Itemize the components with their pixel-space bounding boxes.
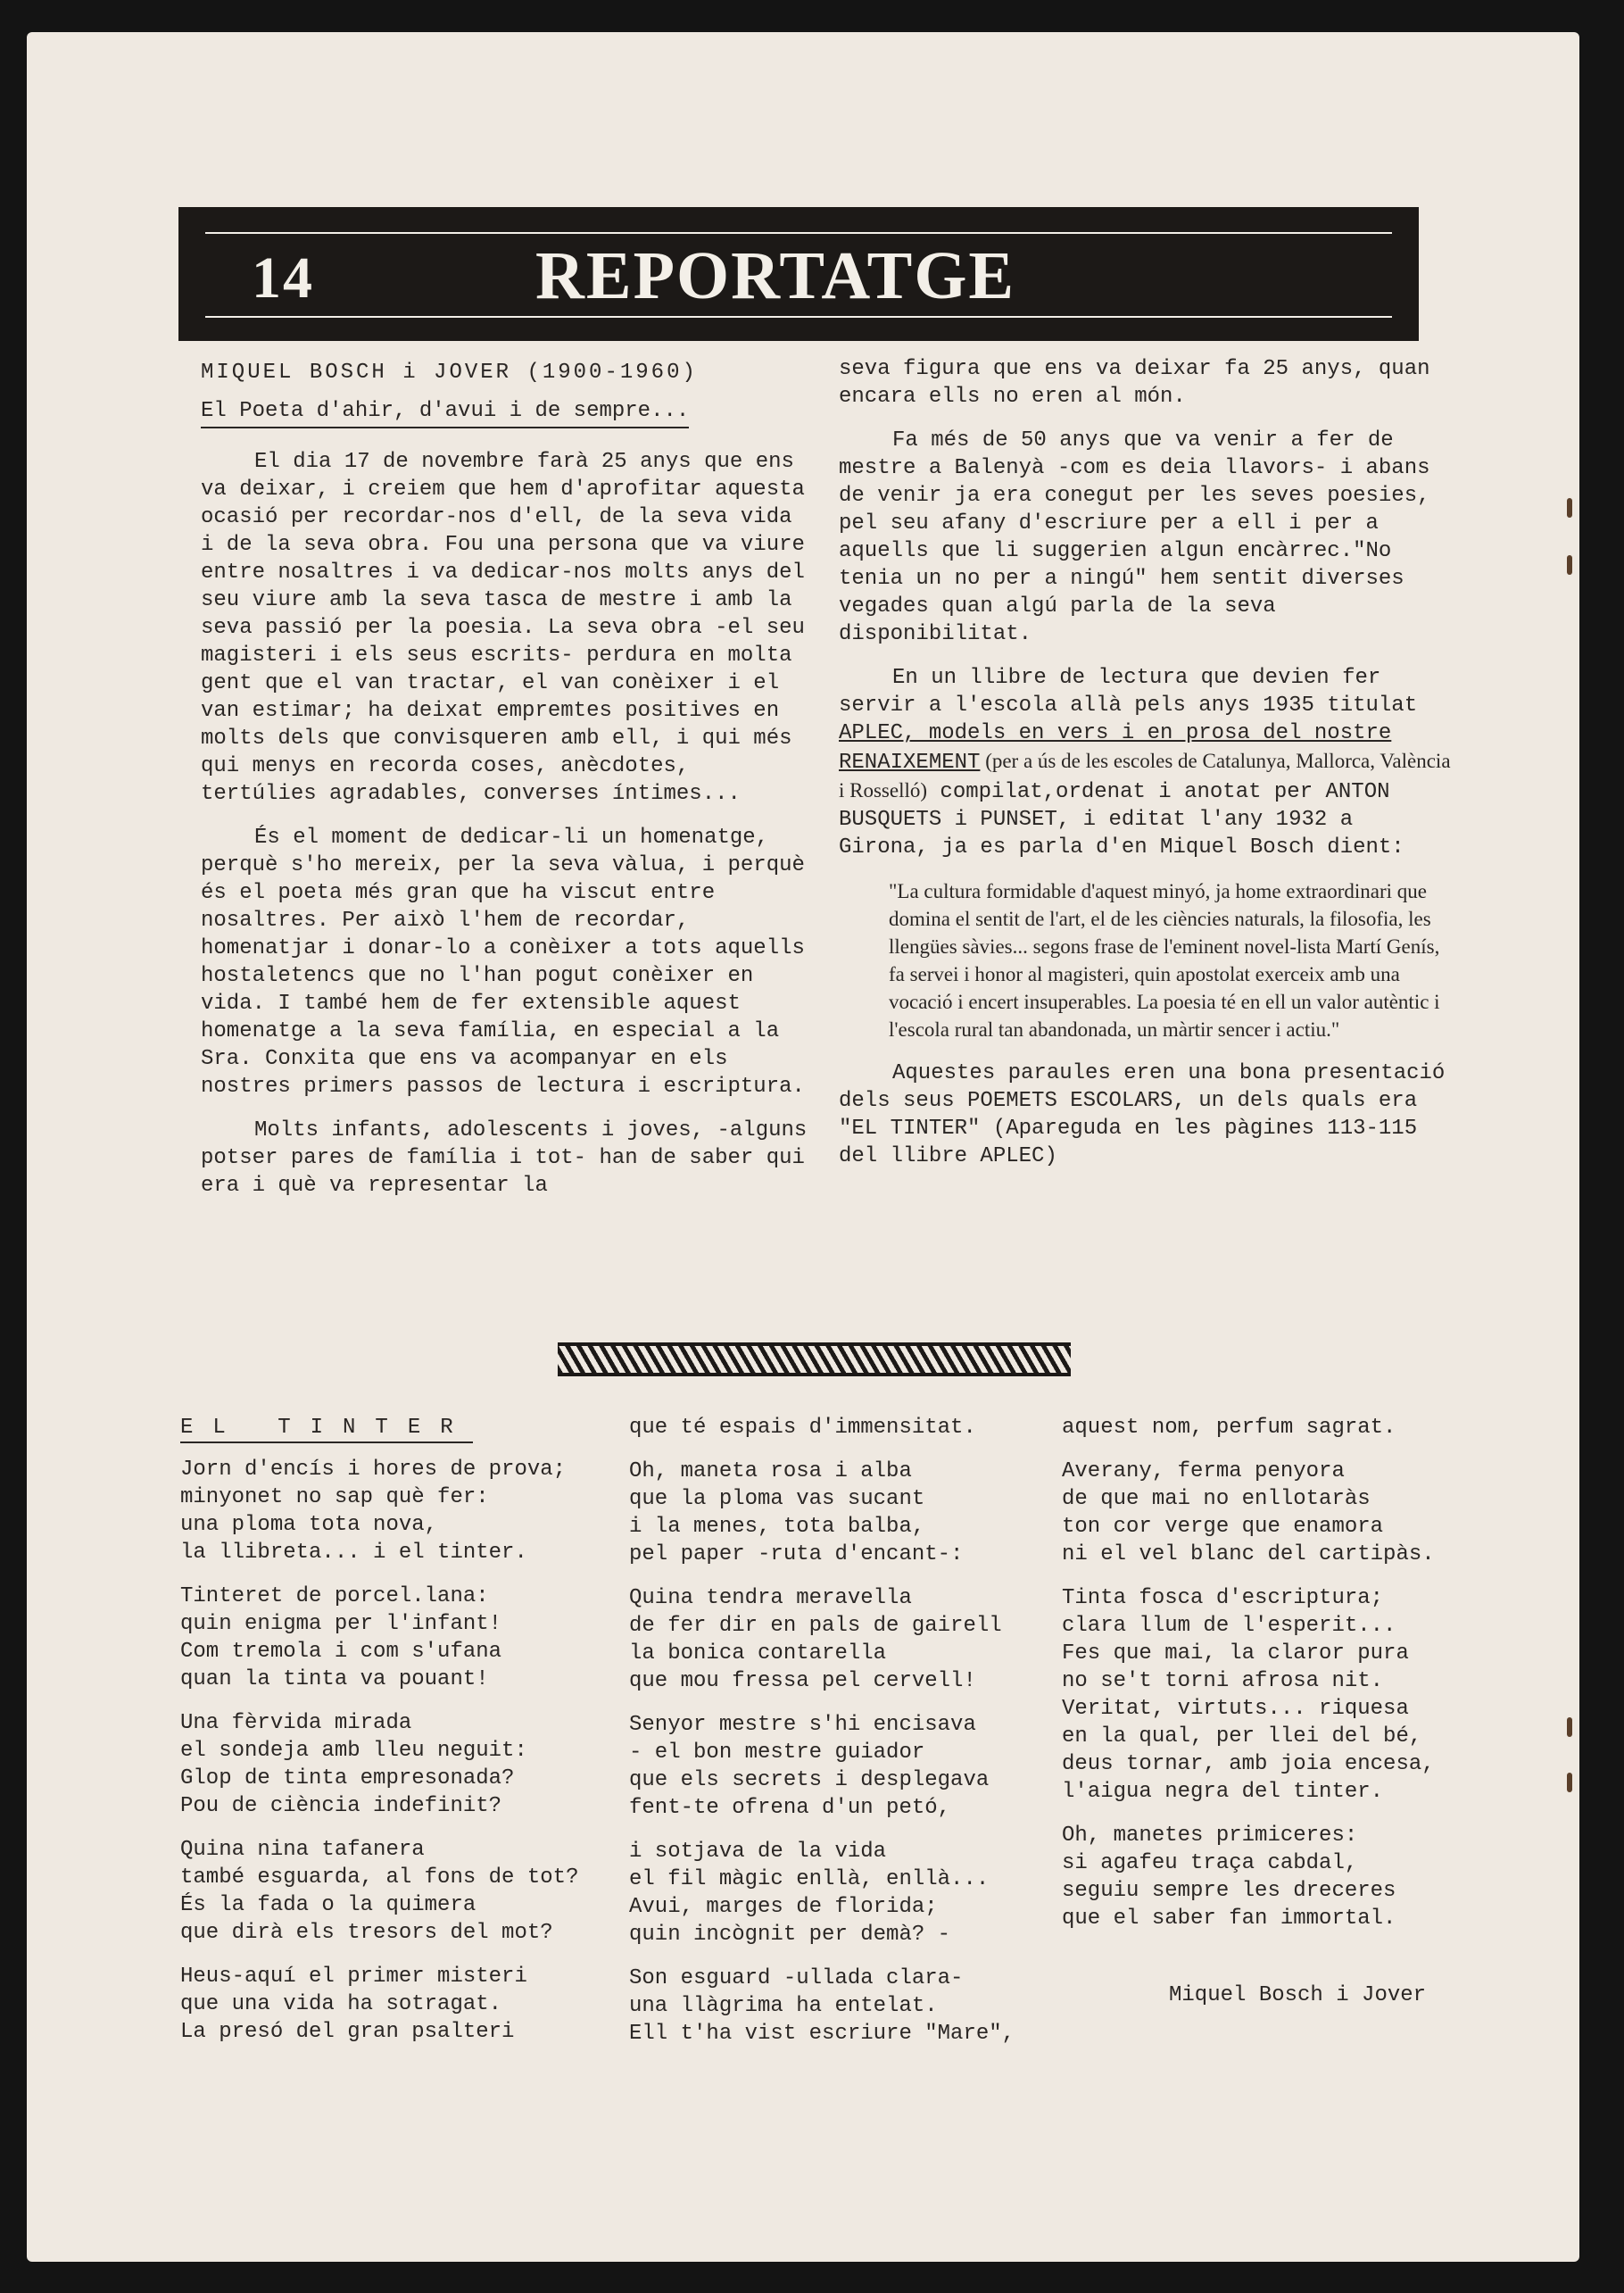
poem-line: que el saber fan immortal.	[1062, 1907, 1396, 1931]
article-paragraph: Aquestes paraules eren una bona presentació dels seus POEMETS ESCOLARS, un dels quals era "EL TINTER" (Apareguda en les pàgines 113-115 del llibre APLEC)	[839, 1061, 1446, 1168]
poem-line: també esguarda, al fons de tot?	[180, 1865, 579, 1890]
poem-line: fent-te ofrena d'un petó,	[629, 1796, 951, 1820]
paragraph-text: En un llibre de lectura que devien fer servir a l'escola allà pels anys 1935 titulat	[839, 666, 1418, 718]
poem-line: seguiu sempre les dreceres	[1062, 1879, 1396, 1903]
poem-line: i la menes, tota balba,	[629, 1515, 925, 1539]
poem-line: Oh, maneta rosa i alba	[629, 1459, 912, 1483]
poem-line: si agafeu traça cabdal,	[1062, 1851, 1358, 1875]
poem-line: Glop de tinta empresonada?	[180, 1766, 515, 1790]
poem-line: aquest nom, perfum sagrat.	[1062, 1416, 1396, 1440]
margin-mark	[1567, 555, 1572, 575]
poem-line: Quina nina tafanera	[180, 1838, 425, 1862]
poem-line: Ell t'ha vist escriure "Mare",	[629, 2022, 1015, 2046]
poem-line: És la fada o la quimera	[180, 1893, 476, 1917]
poem-line: Tinteret de porcel.lana:	[180, 1584, 489, 1608]
margin-mark	[1567, 1773, 1572, 1792]
poem-stanza	[1062, 1584, 1562, 1806]
poem-stanza	[180, 1709, 644, 1820]
paragraph-text: compilat,ordenat i anotat per ANTON BUSQUETS i PUNSET, i editat l'any 1932 a Girona, ja es parla d'en Miquel Bosch dient:	[839, 780, 1404, 860]
poem-stanza	[629, 1414, 1093, 1441]
poem-line: Quina tendra meravella	[629, 1586, 912, 1610]
page-number: 14	[252, 245, 314, 311]
article-paragraph: És el moment de dedicar-li un homenatge, perquè s'ho mereix, per la seva vàlua, i perquè és el poeta més gran que ha viscut entre nosaltres. Per això l'hem de recordar, homenatjar i donar-lo a conèixer a tots aquells hostaletencs que no l'han pogut conèixer en vida. I també hem de fer extensible aquest homenatge a la seva família, en especial a la Sra. Conxita que ens va acompanyar en els nostres primers passos de lectura i escriptura.	[201, 826, 805, 1099]
article-column-left	[201, 359, 816, 1216]
poem-line: quin incògnit per demà? -	[629, 1923, 951, 1947]
poem-line: Com tremola i com s'ufana	[180, 1640, 502, 1664]
poem-line: l'aigua negra del tinter.	[1062, 1780, 1384, 1804]
poem-stanza	[1062, 1822, 1562, 1932]
poem-line: Oh, manetes primiceres:	[1062, 1824, 1358, 1848]
poem-line: quin enigma per l'infant!	[180, 1612, 502, 1636]
poem-column-1	[180, 1414, 644, 2062]
block-quote: "La cultura formidable d'aquest minyó, ja home extraordinari que domina el sentit de l'art, el de les ciències naturals, la filosofia, les llengües sàvies... segons frase de l'eminent novel-lista Martí Genís, fa servei i honor al magisteri, quin apostolat exerceix amb una vocació i encert insuperables. La poesia té en ell un valor autèntic i l'escola rural tan abandonada, un màrtir sencer i actiu."	[889, 880, 1440, 1041]
poem-line: no se't torni afrosa nit.	[1062, 1669, 1384, 1693]
poem-line: una ploma tota nova,	[180, 1513, 438, 1537]
poem-line: el sondeja amb lleu neguit:	[180, 1739, 527, 1763]
poem-column-3	[1062, 1414, 1562, 1948]
poem-line: de que mai no enllotaràs	[1062, 1487, 1371, 1511]
poem-line: que una vida ha sotragat.	[180, 1992, 502, 2016]
poem-line: - el bon mestre guiador	[629, 1741, 925, 1765]
article-paragraph	[839, 664, 1454, 861]
poem-title: EL TINTER	[180, 1414, 473, 1443]
poem-line: ton cor verge que enamora	[1062, 1515, 1384, 1539]
poem-line: Senyor mestre s'hi encisava	[629, 1713, 976, 1737]
poem-stanza	[180, 1456, 644, 1566]
poem-line: Son esguard -ullada clara-	[629, 1966, 964, 1990]
poem-signature: Miquel Bosch i Jover	[1169, 1983, 1427, 2007]
poem-line: i sotjava de la vida	[629, 1840, 887, 1864]
poem-line: que té espais d'immensitat.	[629, 1416, 976, 1440]
section-title: REPORTATGE	[535, 238, 1016, 313]
poem-stanza	[629, 1711, 1093, 1822]
poem-line: una llàgrima ha entelat.	[629, 1994, 938, 2018]
article-subheading: El Poeta d'ahir, d'avui i de sempre...	[201, 397, 689, 428]
poem-line: que mou fressa pel cervell!	[629, 1669, 976, 1693]
poem-stanza	[629, 1838, 1093, 1948]
poem-line: ni el vel blanc del cartipàs.	[1062, 1542, 1435, 1566]
poem-line: el fil màgic enllà, enllà...	[629, 1867, 990, 1891]
poem-line: La presó del gran psalteri	[180, 2020, 515, 2044]
poem-line: la llibreta... i el tinter.	[180, 1541, 527, 1565]
paragraph-parenthetical: (per a ús de les escoles de Catalunya, Mallorca, València i Rosselló)	[839, 750, 1451, 802]
poem-stanza	[180, 1836, 644, 1947]
poem-line: clara llum de l'esperit...	[1062, 1614, 1396, 1638]
poem-line: Fes que mai, la claror pura	[1062, 1641, 1409, 1666]
poem-stanza	[180, 1583, 644, 1693]
poem-line: en la qual, per llei del bé,	[1062, 1724, 1422, 1749]
poem-line: que els secrets i desplegava	[629, 1768, 990, 1792]
poem-stanza	[629, 1458, 1093, 1568]
poem-line: que la ploma vas sucant	[629, 1487, 925, 1511]
article-paragraph: El dia 17 de novembre farà 25 anys que ens va deixar, i creiem que hem d'aprofitar aquesta ocasió per recordar-nos d'ell, de la seva vida i de la seva obra. Fou una persona que va viure entre nosaltres i va dedicar-nos molts anys del seu viure amb la seva tasca de mestre i amb la seva passió per la poesia. La seva obra -el seu magisteri i els seus escrits- perdura en molta gent que el van tractar, el van conèixer i el van estimar; ha deixat empremtes positives en molts dels que convisqueren amb ell, i qui més qui menys en recorda coses, anècdotes, tertúlies agradables, converses íntimes...	[201, 450, 805, 806]
poem-line: deus tornar, amb joia encesa,	[1062, 1752, 1435, 1776]
poem-line: Veritat, virtuts... riquesa	[1062, 1697, 1409, 1721]
poem-stanza	[1062, 1414, 1562, 1441]
book-title: APLEC, models en vers i en prosa del nostre RENAIXEMENT	[839, 721, 1392, 775]
poem-stanza	[629, 1584, 1093, 1695]
poem-line: Jorn d'encís i hores de prova;	[180, 1458, 567, 1482]
poem-column-2	[629, 1414, 1093, 2064]
poem-stanza	[1062, 1458, 1562, 1568]
section-header	[178, 207, 1419, 341]
article-column-right	[839, 355, 1454, 1186]
poem-line: Averany, ferma penyora	[1062, 1459, 1345, 1483]
poem-line: minyonet no sap què fer:	[180, 1485, 489, 1509]
header-rule	[205, 232, 1392, 234]
margin-mark	[1567, 498, 1572, 518]
poem-line: Una fèrvida mirada	[180, 1711, 412, 1735]
article-heading: MIQUEL BOSCH i JOVER (1900-1960)	[201, 361, 698, 385]
article-paragraph: seva figura que ens va deixar fa 25 anys, quan encara ells no eren al món.	[839, 357, 1430, 409]
magazine-page	[27, 32, 1579, 2262]
poem-line: que dirà els tresors del mot?	[180, 1921, 553, 1945]
article-paragraph: Fa més de 50 anys que va venir a fer de mestre a Balenyà -com es deia llavors- i abans de venir ja era conegut per les seves poesies, pel seu afany d'escriure per a ell i per a aquells que li suggerien algun encàrrec."No tenia un no per a ningú" hem sentit diverses vegades quan algú parla de la seva disponibilitat.	[839, 428, 1430, 646]
margin-mark	[1567, 1717, 1572, 1737]
header-rule	[205, 316, 1392, 318]
poem-line: Heus-aquí el primer misteri	[180, 1965, 527, 1989]
decorative-divider	[558, 1342, 1071, 1376]
poem-stanza	[629, 1965, 1093, 2048]
poem-line: pel paper -ruta d'encant-:	[629, 1542, 964, 1566]
article-paragraph: Molts infants, adolescents i joves, -alguns potser pares de família i tot- han de saber qui era i què va representar la	[201, 1118, 808, 1198]
poem-stanza	[180, 1963, 644, 2046]
poem-line: Avui, marges de florida;	[629, 1895, 938, 1919]
poem-line: quan la tinta va pouant!	[180, 1667, 489, 1691]
poem-line: de fer dir en pals de gairell	[629, 1614, 1002, 1638]
poem-line: la bonica contarella	[629, 1641, 887, 1666]
poem-line: Pou de ciència indefinit?	[180, 1794, 502, 1818]
poem-line: Tinta fosca d'escriptura;	[1062, 1586, 1384, 1610]
